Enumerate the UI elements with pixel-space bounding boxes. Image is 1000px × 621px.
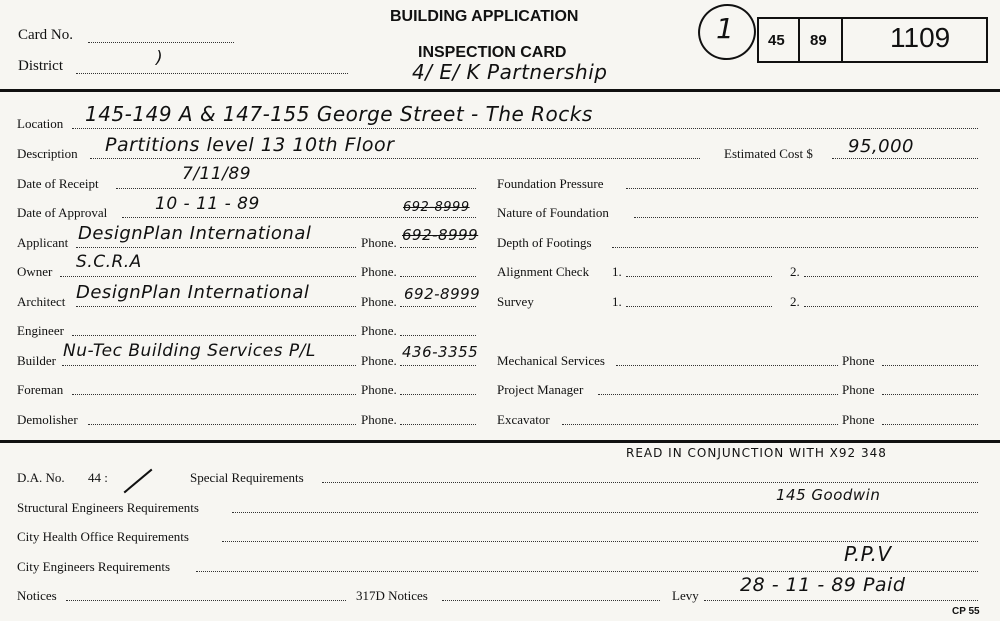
top-rule xyxy=(0,89,1000,92)
title-line2: INSPECTION CARD xyxy=(418,44,567,61)
district-line xyxy=(76,73,348,74)
city-eng-note: P.P.V xyxy=(844,542,892,566)
middle-rule xyxy=(0,440,1000,443)
description-line xyxy=(90,158,700,159)
demolisher-phone-line xyxy=(400,424,476,425)
description-label: Description xyxy=(17,146,78,161)
alignment-line-1 xyxy=(626,276,772,277)
city-eng-line xyxy=(196,571,978,572)
engineer-label: Engineer xyxy=(17,323,64,338)
owner-phone-line xyxy=(400,276,476,277)
survey-2: 2. xyxy=(790,294,800,309)
survey-label: Survey xyxy=(497,294,534,309)
excavator-phone-line xyxy=(882,424,978,425)
applicant-line xyxy=(76,247,356,248)
title-line1: BUILDING APPLICATION xyxy=(390,8,579,25)
mechanical-phone-label: Phone xyxy=(842,353,875,368)
mechanical-line xyxy=(616,365,838,366)
alignment-1: 1. xyxy=(612,264,622,279)
notices-label: Notices xyxy=(17,588,57,603)
demolisher-label: Demolisher xyxy=(17,412,78,427)
date-approval-value: 10 - 11 - 89 xyxy=(155,194,260,214)
demolisher-phone-label: Phone. xyxy=(361,412,397,427)
estimated-cost-value: 95,000 xyxy=(848,136,914,157)
survey-line-2 xyxy=(804,306,978,307)
architect-line xyxy=(76,306,356,307)
mechanical-phone-line xyxy=(882,365,978,366)
date-receipt-label: Date of Receipt xyxy=(17,176,99,191)
special-req-note: READ IN CONJUNCTION WITH X92 348 xyxy=(626,446,887,460)
builder-phone: 436-3355 xyxy=(402,343,479,361)
owner-phone-label: Phone. xyxy=(361,264,397,279)
foundation-pressure-line xyxy=(626,188,978,189)
engineer-phone-label: Phone. xyxy=(361,323,397,338)
da-no-value: 44 : xyxy=(88,470,108,485)
notices317-label: 317D Notices xyxy=(356,588,428,603)
date-approval-label: Date of Approval xyxy=(17,205,108,220)
special-req-line xyxy=(322,482,978,483)
builder-phone-label: Phone. xyxy=(361,353,397,368)
excavator-label: Excavator xyxy=(497,412,550,427)
foreman-line xyxy=(72,394,356,395)
date-receipt-value: 7/11/89 xyxy=(182,164,252,184)
demolisher-line xyxy=(88,424,356,425)
box-b-value: 89 xyxy=(810,32,827,49)
owner-value: S.C.R.A xyxy=(76,252,142,272)
project-manager-phone-line xyxy=(882,394,978,395)
description-value: Partitions level 13 10th Floor xyxy=(105,134,395,156)
builder-value: Nu-Tec Building Services P/L xyxy=(63,341,316,361)
builder-label: Builder xyxy=(17,353,56,368)
foreman-phone-label: Phone. xyxy=(361,382,397,397)
location-value: 145-149 A & 147-155 George Street - The Rocks xyxy=(85,102,593,126)
location-label: Location xyxy=(17,116,64,131)
da-slash-mark xyxy=(124,469,153,494)
estimated-cost-label: Estimated Cost $ xyxy=(724,146,813,161)
structural-label: Structural Engineers Requirements xyxy=(17,500,199,515)
applicant-phone-label: Phone. xyxy=(361,235,397,250)
owner-line xyxy=(60,276,356,277)
foundation-pressure-label: Foundation Pressure xyxy=(497,176,604,191)
alignment-line-2 xyxy=(804,276,978,277)
box-c-value: 1109 xyxy=(890,22,951,53)
city-eng-label: City Engineers Requirements xyxy=(17,559,171,574)
applicant-phone-line xyxy=(400,247,476,248)
special-req-label: Special Requirements xyxy=(190,470,304,485)
card-no-line xyxy=(88,42,234,43)
district-value: ) xyxy=(156,48,164,68)
location-line xyxy=(72,128,978,129)
builder-phone-line xyxy=(400,365,476,366)
circled-number: 1 xyxy=(716,12,735,45)
card-no-label: Card No. xyxy=(18,27,73,43)
applicant-label: Applicant xyxy=(17,235,69,250)
applicant-phone: 692-8999 xyxy=(402,226,479,244)
structural-note: 145 Goodwin xyxy=(776,486,881,504)
notices-line xyxy=(66,600,346,601)
project-manager-line xyxy=(598,394,838,395)
project-manager-phone-label: Phone xyxy=(842,382,875,397)
alignment-check-label: Alignment Check xyxy=(497,264,590,279)
architect-phone: 692-8999 xyxy=(404,285,481,303)
engineer-line xyxy=(72,335,356,336)
box-a-value: 45 xyxy=(768,32,785,49)
notices317-line xyxy=(442,600,660,601)
nature-foundation-line xyxy=(634,217,978,218)
nature-foundation-label: Nature of Foundation xyxy=(497,205,609,220)
architect-phone-line xyxy=(400,306,476,307)
owner-label: Owner xyxy=(17,264,53,279)
date-receipt-line xyxy=(116,188,476,189)
survey-1: 1. xyxy=(612,294,622,309)
title-annotation: 4/ E/ K Partnership xyxy=(412,60,608,84)
levy-line xyxy=(704,600,978,601)
architect-value: DesignPlan International xyxy=(76,282,310,303)
alignment-2: 2. xyxy=(790,264,800,279)
da-no-label: D.A. No. xyxy=(17,470,65,485)
foreman-label: Foreman xyxy=(17,382,64,397)
excavator-phone-label: Phone xyxy=(842,412,875,427)
foreman-phone-line xyxy=(400,394,476,395)
applicant-value: DesignPlan International xyxy=(78,223,312,244)
depth-footings-label: Depth of Footings xyxy=(497,235,592,250)
district-label: District xyxy=(18,58,63,74)
builder-line xyxy=(62,365,356,366)
architect-phone-label: Phone. xyxy=(361,294,397,309)
footer-code: CP 55 xyxy=(952,606,980,617)
depth-footings-line xyxy=(612,247,978,248)
excavator-line xyxy=(562,424,838,425)
date-approval-note: 692-8999 xyxy=(403,200,470,215)
date-approval-line xyxy=(122,217,476,218)
estimated-cost-line xyxy=(832,158,978,159)
survey-line-1 xyxy=(626,306,772,307)
architect-label: Architect xyxy=(17,294,66,309)
structural-line xyxy=(232,512,978,513)
levy-label: Levy xyxy=(672,588,699,603)
levy-value: 28 - 11 - 89 Paid xyxy=(740,574,906,596)
project-manager-label: Project Manager xyxy=(497,382,584,397)
engineer-phone-line xyxy=(400,335,476,336)
mechanical-label: Mechanical Services xyxy=(497,353,605,368)
health-label: City Health Office Requirements xyxy=(17,529,189,544)
